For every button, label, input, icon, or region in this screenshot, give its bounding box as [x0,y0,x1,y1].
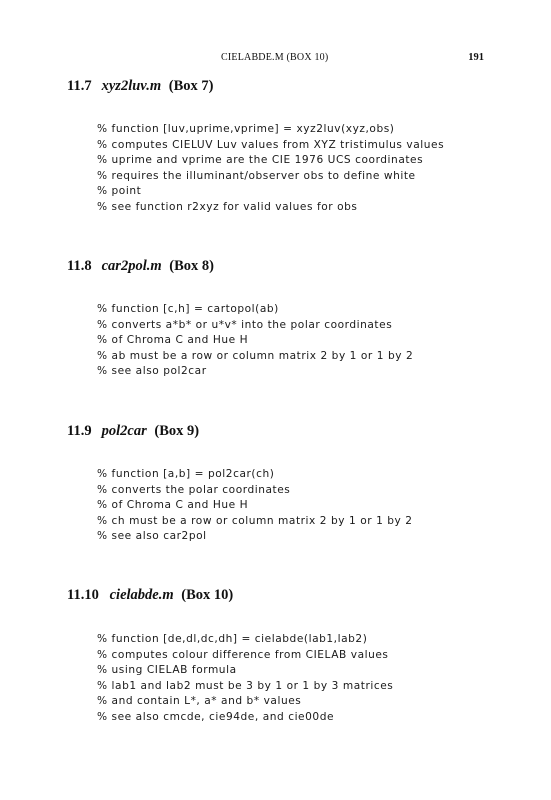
section-box-label: (Box 8) [169,258,214,274]
code-line: % see also cmcde, cie94de, and cie00de [97,710,335,723]
code-line: % see also pol2car [97,365,207,377]
code-line: % requires the illuminant/observer obs to define white [97,169,416,182]
section-heading-pol2car [67,423,199,440]
code-line: % and contain L*, a* and b* values [97,695,302,707]
section-number: 11.8 [67,258,92,274]
section-number: 11.10 [67,587,99,603]
code-line: % computes CIELUV Luv values from XYZ tristimulus values [97,138,445,151]
section-box-label: (Box 10) [181,587,234,603]
code-line: % of Chroma C and Hue H [97,499,249,511]
section-box-label: (Box 9) [154,423,200,439]
code-line: % see function r2xyz for valid values for obs [97,200,358,213]
section-heading-xyz2luv [67,78,213,95]
code-comment-block-cielabde [97,632,393,725]
code-comment-block-car2pol [97,302,413,380]
code-line: % computes colour difference from CIELAB values [97,648,389,661]
code-line: % of Chroma C and Hue H [97,334,249,346]
section-heading-car2pol [67,258,214,275]
code-line: % lab1 and lab2 must be 3 by 1 or 1 by 3 matrices [97,679,394,692]
code-line: % uprime and vprime are the CIE 1976 UCS coordinates [97,154,424,166]
code-line: % function [a,b] = pol2car(ch) [97,468,275,480]
code-line: % ab must be a row or column matrix 2 by 1 or 1 by 2 [97,349,414,362]
section-heading-cielabde [67,587,233,604]
code-line: % converts a*b* or u*v* into the polar coordinates [97,318,393,331]
code-comment-block-xyz2luv [97,122,444,215]
running-header [0,52,551,68]
code-line: % function [de,dl,dc,dh] = cielabde(lab1,lab2) [97,633,368,645]
section-filename: cielabde.m [109,587,174,603]
section-filename: pol2car [101,423,147,439]
code-line: % converts the polar coordinates [97,483,291,496]
code-line: % using CIELAB formula [97,664,237,676]
code-comment-block-pol2car [97,467,413,545]
code-line: % function [luv,uprime,vprime] = xyz2luv(xyz,obs) [97,123,395,135]
code-line: % ch must be a row or column matrix 2 by 1 or 1 by 2 [97,514,413,527]
section-number: 11.7 [67,78,92,94]
page-number: 191 [468,52,484,63]
section-number: 11.9 [67,423,92,439]
section-box-label: (Box 7) [168,78,214,94]
running-title: CIELABDE.M (BOX 10) [221,52,329,63]
section-filename: car2pol.m [101,258,162,274]
section-filename: xyz2luv.m [101,78,162,94]
code-line: % function [c,h] = cartopol(ab) [97,303,279,315]
code-line: % point [97,185,142,197]
code-line: % see also car2pol [97,530,207,542]
